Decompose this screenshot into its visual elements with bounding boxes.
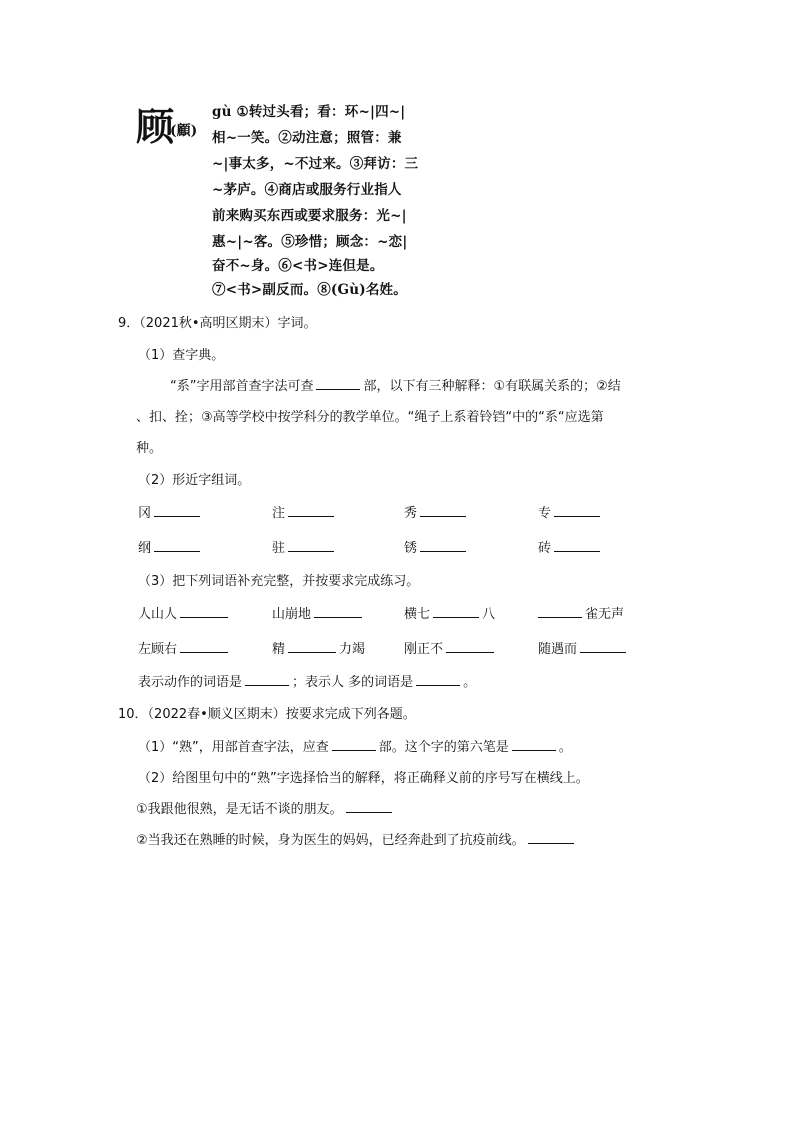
answer-blank[interactable] [180, 638, 228, 653]
answer-blank[interactable] [288, 537, 334, 552]
similar-char-item: 注 [272, 502, 337, 521]
dictionary-line: 前来购买东西或要求服务：光~| [212, 208, 407, 224]
idiom-item: 左顾右 [138, 638, 231, 657]
dictionary-line: ~茅庐。④商店或服务行业指人 [212, 182, 402, 198]
answer-blank[interactable] [332, 736, 376, 751]
similar-char-item: 冈 [138, 502, 203, 521]
q9-part1-line3: 种。 [136, 441, 163, 456]
similar-char-item: 驻 [272, 537, 337, 556]
q9-part3-title: （3）把下列词语补充完整，并按要求完成练习。 [138, 574, 420, 589]
q9-part1-line2: 、扣、拴；③高等学校中按学科分的教学单位。“绳子上系着铃铛“中的“系“应选第 [136, 410, 604, 425]
similar-char-item: 秀 [404, 502, 469, 521]
dictionary-entry-image [136, 96, 436, 300]
q9-part3-summary: 表示动作的词语是 ；表示人 多的词语是 。 [138, 671, 476, 690]
idiom-item: 随遇而 [538, 638, 629, 657]
answer-blank[interactable] [538, 603, 582, 618]
dictionary-line: 惠~|~客。⑤珍惜；顾念：~恋| [212, 234, 408, 250]
answer-blank[interactable] [420, 502, 466, 517]
answer-blank[interactable] [245, 671, 289, 686]
answer-blank[interactable] [154, 537, 200, 552]
dictionary-traditional: (顧) [170, 123, 198, 139]
answer-blank[interactable] [154, 502, 200, 517]
idiom-item: 刚正不 [404, 638, 497, 657]
similar-char-item: 纲 [138, 537, 203, 556]
answer-blank[interactable] [314, 603, 362, 618]
question-10-title: 10．（2022春•顺义区期末）按要求完成下列各题。 [118, 707, 416, 722]
similar-char-item: 锈 [404, 537, 469, 556]
answer-blank[interactable] [316, 375, 360, 390]
similar-char-item: 砖 [538, 537, 603, 556]
answer-blank[interactable] [512, 736, 556, 751]
answer-blank[interactable] [580, 638, 626, 653]
answer-blank[interactable] [288, 502, 334, 517]
answer-blank[interactable] [446, 638, 494, 653]
idiom-item: 山崩地 [272, 603, 365, 622]
q9-part1-line1: “系”字用部首查字法可查 部，以下有三种解释：①有联属关系的；②结 [170, 375, 621, 394]
dictionary-line: ~|事太多，~不过来。③拜访：三 [212, 156, 419, 172]
q10-sentence-2: ②当我还在熟睡的时候，身为医生的妈妈，已经奔赴到了抗疫前线。 [136, 829, 577, 848]
q9-part1-title: （1）查字典。 [138, 348, 225, 363]
idiom-item: 精 力竭 [272, 638, 365, 657]
answer-blank[interactable] [180, 603, 228, 618]
dictionary-line: ⑦<书>副反而。⑧(Gù)名姓。 [212, 282, 407, 298]
idiom-item: 雀无声 [538, 603, 624, 622]
q9-part2-title: （2）形近字组词。 [138, 473, 251, 488]
similar-char-item: 专 [538, 502, 603, 521]
dictionary-headword: 顾 [136, 104, 175, 149]
answer-blank[interactable] [528, 829, 574, 844]
dictionary-line: 奋不~身。⑥<书>连但是。 [212, 258, 384, 274]
answer-blank[interactable] [433, 603, 479, 618]
q10-part1: （1）“熟”，用部首查字法，应查 部。这个字的第六笔是 。 [138, 736, 572, 755]
answer-blank[interactable] [554, 502, 600, 517]
idiom-item: 人山人 [138, 603, 231, 622]
answer-blank[interactable] [554, 537, 600, 552]
q10-sentence-1: ①我跟他很熟，是无话不谈的朋友。 [136, 798, 395, 817]
dictionary-line: gù ①转过头看；看：环~|四~| [212, 104, 406, 120]
dictionary-line: 相~一笑。②动注意；照管：兼 [212, 130, 402, 146]
q10-part2: （2）给图里句中的“熟”字选择恰当的解释，将正确释义前的序号写在横线上。 [138, 771, 589, 786]
answer-blank[interactable] [288, 638, 336, 653]
answer-blank[interactable] [346, 798, 392, 813]
answer-blank[interactable] [416, 671, 460, 686]
answer-blank[interactable] [420, 537, 466, 552]
question-9-title: 9．（2021秋•高明区期末）字词。 [118, 316, 317, 331]
idiom-item: 横七 八 [404, 603, 495, 622]
